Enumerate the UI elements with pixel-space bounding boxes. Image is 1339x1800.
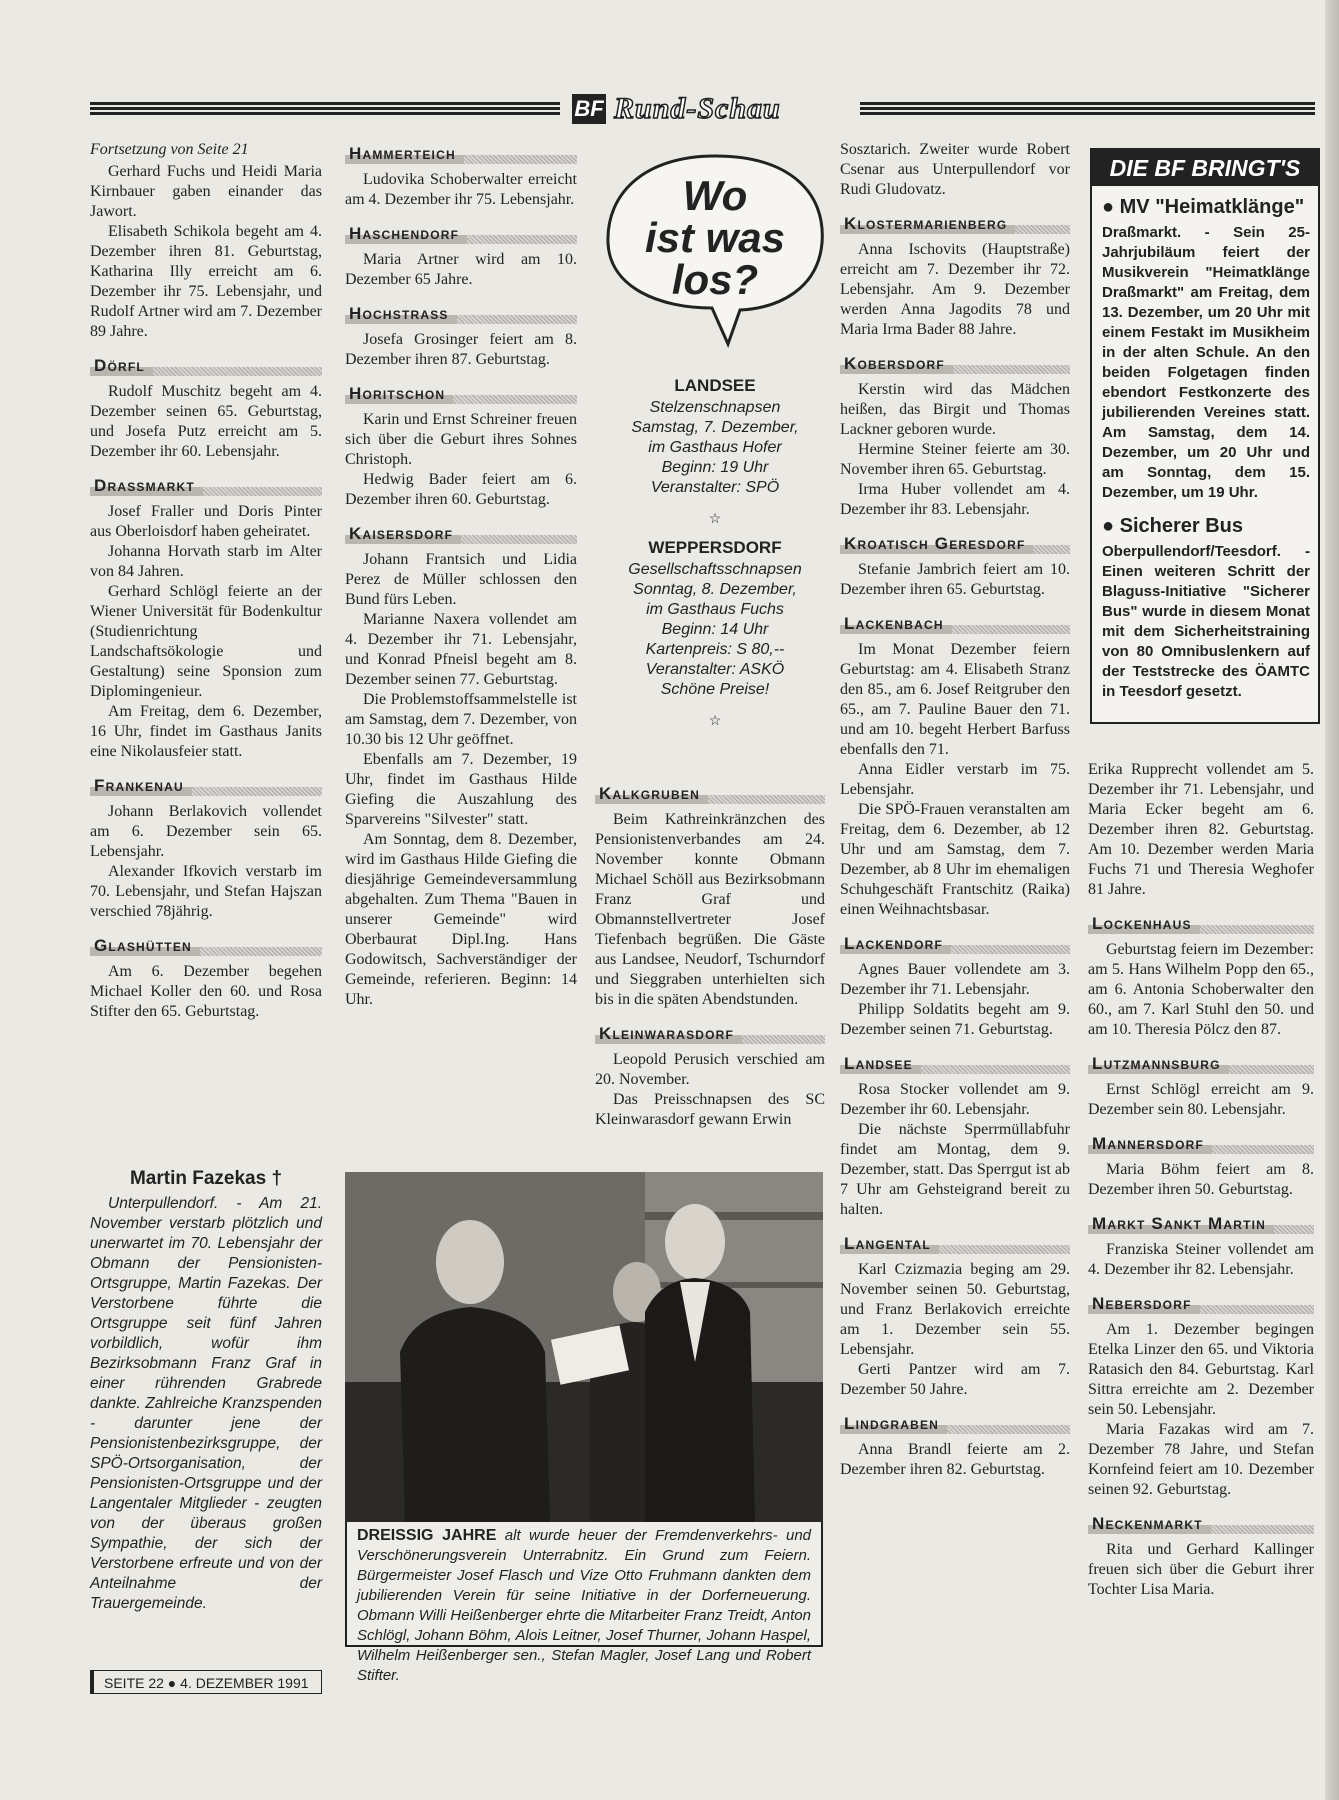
article-paragraph: Im Monat Dezember feiern Geburtstag: am 4. Elisabeth Stranz den 85., am 6. Josef Reitgruber den 65., am 7. Pauline Bauer den 71. und am 10. begeht Herbert Barfuss ebenfalls den 71. [840,641,1070,758]
article-paragraph: Anna Brandl feierte am 2. Dezember ihren 82. Geburtstag. [840,1441,1070,1478]
article-paragraph: Franziska Steiner vollendet am 4. Dezember ihr 82. Lebensjahr. [1088,1241,1314,1278]
article-paragraph: Stefanie Jambrich feiert am 10. Dezember ihren 65. Geburtstag. [840,561,1070,598]
section-logo [572,92,848,126]
article-paragraph: Johann Berlakovich vollendet am 6. Dezember sein 65. Lebensjahr. [90,803,322,860]
box-item-title: ● Sicherer Bus [1102,515,1244,537]
article-paragraph: Agnes Bauer vollendete am 3. Dezember ihr 71. Lebensjahr. [840,961,1070,998]
section-heading [1088,1054,1314,1074]
article-paragraph: Erika Rupprecht vollendet am 5. Dezember ihr 71. Lebensjahr, und Maria Ecker begeht am 6. Dezember ihren 82. Geburtstag. Am 10. Dezember werden Maria Fuchs 71 und Theresia Weghofer 81 Jahre. [1088,761,1314,898]
event-place: WEPPERSDORF [648,538,782,557]
photo-image [345,1172,823,1522]
event-line: im Gasthaus Fuchs [646,601,784,618]
article-paragraph: Ernst Schlögl erreicht am 9. Dezember sein 80. Lebensjahr. [1088,1081,1314,1118]
event-line: Veranstalter: SPÖ [650,479,780,496]
section-heading [840,1414,1070,1434]
article-paragraph: Sosztarich. Zweiter wurde Robert Csenar aus Unterpullendorf vor Rudi Gludovatz. [840,141,1070,198]
section-heading-text: Markt Sankt Martin [1088,1214,1274,1234]
article-paragraph: Karl Czizmazia beging am 29. November seinen 50. Geburtstag, und Franz Berlakovich erreichte am 1. Dezember sein 55. Lebensjahr. [840,1261,1070,1358]
event-line: Sonntag, 8. Dezember, [633,581,797,598]
section-heading [345,224,577,244]
article-paragraph: Karin und Ernst Schreiner freuen sich über die Geburt ihres Sohnes Christoph. [345,411,577,468]
event-line: Veranstalter: ASKÖ [645,661,785,678]
article-paragraph: Die Problemstoffsammelstelle ist am Samstag, dem 7. Dezember, von 10.30 bis 12 Uhr geöffnet. [345,691,577,748]
section-heading-text: Langental [840,1234,939,1254]
article-paragraph: Alexander Ifkovich verstarb im 70. Lebensjahr, und Stefan Hajszan verschied 78jährig. [90,863,322,920]
bf-logo: BF [572,94,606,124]
section-heading-text: Lackendorf [840,934,951,954]
speech-bubble [600,148,830,348]
box-item-body: Draßmarkt. - Sein 25-Jahrjubiläum feiert der Musikverein "Heimatklänge Draßmarkt" am Freitag, dem 13. Dezember, um 20 Uhr mit einem Festakt im Musikheim in der alten Schule. An den beiden Folgetagen finden ebendort Festkonzerte des jubilierenden Vereines statt. Am Samstag, dem 14. Dezember, um 20 Uhr und am Sonntag, dem 15. Dezember, um 19 Uhr. [1102,224,1310,501]
article-paragraph: Maria Fazakas wird am 7. Dezember 78 Jahre, und Stefan Kornfeind feiert am 10. Dezember seinen 92. Geburtstag. [1088,1421,1314,1498]
masthead [90,92,1315,126]
bf-bringts-box [1090,148,1320,724]
section-heading [1088,1514,1314,1534]
photo-unterrabnitz [345,1172,823,1522]
column-2 [345,130,577,1010]
section-heading-text: Kaisersdorf [345,524,461,544]
article-paragraph: Philipp Soldatits begeht am 9. Dezember seinen 71. Geburtstag. [840,1001,1070,1038]
article-paragraph: Rita und Gerhard Kallinger freuen sich über die Geburt ihrer Tochter Lisa Maria. [1088,1541,1314,1598]
section-heading [840,934,1070,954]
section-heading-text: Haschendorf [345,224,467,244]
section-heading-text: Hammerteich [345,144,464,164]
article-paragraph: Josefa Grosinger feiert am 8. Dezember ihren 87. Geburtstag. [345,331,577,368]
masthead-rule-left [90,102,560,116]
column-1-sections [90,356,322,1022]
section-heading [345,384,577,404]
page-binding-edge [1325,0,1339,1800]
article-paragraph: Josef Fraller und Doris Pinter aus Oberloisdorf haben geheiratet. [90,503,322,540]
section-heading-text: Frankenau [90,776,192,796]
section-heading [840,1234,1070,1254]
section-heading [840,354,1070,374]
event-line: Beginn: 19 Uhr [661,459,769,476]
section-heading [840,214,1070,234]
article-paragraph: Gerhard Fuchs und Heidi Maria Kirnbauer gaben einander das Jawort. [90,163,322,220]
obituary-text: Unterpullendorf. - Am 21. November verstarb plötzlich und unerwartet im 70. Lebensjahr der Obmann der Pensionisten-Ortsgruppe, Martin Fazekas. Der Verstorbene führte die Ortsgruppe seit fünf Jahren vorbildlich, wofür ihm Bezirksobmann Franz Graf in einer rührenden Grabrede dankte. Zahlreiche Kranzspenden - darunter jene der Pensionistenbezirksgruppe, der SPÖ-Ortsorganisation, der Pensionisten-Ortsgruppe und der Langentaler Mitglieder - zeugten von der überaus großen Sympathie, der sich der Verstorbene erfreute und von der Anteilnahme der Trauergemeinde. [90,1195,322,1612]
continuation-note: Fortsetzung von Seite 21 [90,141,249,158]
section-heading [595,784,825,804]
section-heading [840,614,1070,634]
section-heading-text: Glashütten [90,936,200,956]
column-3-sections [595,770,825,1130]
section-heading-text: Dörfl [90,356,153,376]
article-paragraph: Ebenfalls am 7. Dezember, 19 Uhr, findet im Gasthaus Hilde Giefing die Auszahlung des Sparvereins "Silvester" statt. [345,751,577,828]
article-paragraph: Am 1. Dezember begingen Etelka Linzer den 65. und Viktoria Ratasich den 84. Geburtstag. Karl Sittra erreichte am 2. Dezember sein 50. Lebensjahr. [1088,1321,1314,1418]
article-paragraph: Beim Kathreinkränzchen des Pensionistenverbandes am 24. November konnte Obmann Michael Schöll aus Bezirksobmann Franz Graf und Obmannstellvertreter Josef Tiefenbach begrüßen. Die Gäste aus Landsee, Neudorf, Tschurndorf und Sieggraben unterhielten sich bis in die späten Abendstunden. [595,811,825,1008]
caption-text: alt wurde heuer der Fremdenverkehrs- und Verschönerungsverein Unterrabnitz. Ein Grund zum Feiern. Bürgermeister Josef Flasch und Vize Otto Fruhmann dankten dem jubilierenden Verein für seine Initiative in der Dorferneuerung. Obmann Willi Heißenberger ehrte die Mitarbeiter Franz Treidt, Anton Schlögl, Johann Böhm, Alois Leitner, Josef Thurner, Johann Haspel, Wilhelm Heißenberger sen., Stefan Magler, Josef Lang und Robert Stifter. [357,1527,812,1684]
event-landsee [600,376,830,740]
event-place: LANDSEE [674,376,756,395]
article-paragraph: Johanna Horvath starb im Alter von 84 Jahren. [90,543,322,580]
article-paragraph: Ludovika Schoberwalter erreicht am 4. Dezember ihr 75. Lebensjahr. [345,171,577,208]
article-paragraph: Am Freitag, dem 6. Dezember, 16 Uhr, findet im Gasthaus Janits eine Nikolausfeier statt. [90,703,322,760]
event-line: Schöne Preise! [660,681,770,698]
box-heading: DIE BF BRINGT'S [1092,150,1318,186]
event-line: Kartenpreis: S 80,-- [645,641,785,658]
article-paragraph: Anna Eidler verstarb im 75. Lebensjahr. [840,761,1070,798]
event-line: Beginn: 14 Uhr [661,621,769,638]
star-icon: ☆ [708,712,722,728]
article-paragraph: Gerhard Schlögl feierte an der Wiener Universität für Bodenkultur (Studienrichtung Landschaftsökologie und Gestaltung) seine Sponsion zum Diplomingenieur. [90,583,322,700]
column-5 [1088,760,1314,1600]
section-heading-text: Lackenbach [840,614,952,634]
section-heading [90,936,322,956]
event-line: Stelzenschnapsen [649,399,781,416]
section-heading-text: Mannersdorf [1088,1134,1212,1154]
article-paragraph: Rosa Stocker vollendet am 9. Dezember ihr 60. Lebensjahr. [840,1081,1070,1118]
section-heading-text: Hochstrass [345,304,457,324]
article-paragraph: Hermine Steiner feierte am 30. November ihren 65. Geburtstag. [840,441,1070,478]
section-heading-text: Drassmarkt [90,476,203,496]
article-paragraph: Am Sonntag, dem 8. Dezember, wird im Gasthaus Hilde Giefing die diesjährige Gemeindeversammlung abgehalten. Zum Thema "Bauen in unserer Gemeinde" wird Oberbaurat Dipl.Ing. Hans Godowitsch, Sachverständiger der Gemeinde, referieren. Beginn: 14 Uhr. [345,831,577,1008]
bubble-line-3: los? [671,256,759,303]
photo-caption [345,1522,823,1684]
article-paragraph: Die SPÖ-Frauen veranstalten am Freitag, dem 6. Dezember, ab 12 Uhr und am Samstag, dem 7. Dezember, ab 8 Uhr im ehemaligen Schuhgeschäft Frantschitz (Raika) einen Weihnachtsbasar. [840,801,1070,918]
article-paragraph: Maria Artner wird am 10. Dezember 65 Jahre. [345,251,577,288]
column-1 [90,140,322,1022]
section-heading [345,144,577,164]
article-paragraph: Kerstin wird das Mädchen heißen, das Birgit und Thomas Lackner geboren wurde. [840,381,1070,438]
masthead-rule-right [860,102,1315,116]
bubble-line-1: Wo [682,172,748,219]
event-line: Samstag, 7. Dezember, [631,419,799,436]
article-paragraph: Leopold Perusich verschied am 20. November. [595,1051,825,1088]
section-heading-text: Kroatisch Geresdorf [840,534,1033,554]
caption-lead: DREISSIG JAHRE [357,1527,497,1544]
section-heading-text: Landsee [840,1054,921,1074]
event-line: Gesellschaftsschnapsen [628,561,802,578]
article-paragraph: Anna Ischovits (Hauptstraße) erreicht am 7. Dezember ihr 72. Lebensjahr. Am 9. Dezember werden Anna Jagodits 78 und Maria Irma Bader 88 Jahre. [840,241,1070,338]
article-paragraph: Am 6. Dezember begehen Michael Koller den 60. und Rosa Stifter den 65. Geburtstag. [90,963,322,1020]
article-paragraph: Elisabeth Schikola begeht am 4. Dezember ihren 81. Geburtstag, Katharina Illy erreicht am 6. Dezember ihr 75. Lebensjahr, und Rudolf Artner wird am 7. Dezember 89 Jahre. [90,223,322,340]
section-heading [840,534,1070,554]
section-heading [595,1024,825,1044]
section-heading [345,524,577,544]
box-item-title: ● MV "Heimatklänge" [1102,196,1305,218]
column-4 [840,140,1070,1480]
page-footer: SEITE 22 ● 4. DEZEMBER 1991 [90,1670,322,1694]
article-paragraph: Maria Böhm feiert am 8. Dezember ihren 50. Geburtstag. [1088,1161,1314,1198]
article-paragraph: Rudolf Muschitz begeht am 4. Dezember seinen 65. Geburtstag, und Josefa Putz erreicht am 5. Dezember ihr 60. Lebensjahr. [90,383,322,460]
star-icon: ☆ [708,510,722,526]
bubble-line-2: ist was [644,214,786,261]
article-paragraph: Johann Frantsich und Lidia Perez de Müller schlossen den Bund fürs Leben. [345,551,577,608]
article-paragraph: Marianne Naxera vollendet am 4. Dezember ihr 71. Lebensjahr, und Konrad Pfneisl begeht am 8. Dezember seinen 77. Geburtstag. [345,611,577,688]
article-paragraph: Hedwig Bader feiert am 6. Dezember ihren 60. Geburtstag. [345,471,577,508]
obituary [90,1168,322,1614]
section-heading-text: Neckenmarkt [1088,1514,1211,1534]
section-heading-text: Lockenhaus [1088,914,1200,934]
box-item-body: Oberpullendorf/Teesdorf. - Einen weiteren Schritt der Blaguss-Initiative "Sicherer Bus" wurde in diesem Monat mit dem Sicherheitstraining von 80 Omnibuslenkern auf der Teststrecke des ÖAMTC in Teesdorf gesetzt. [1102,543,1310,700]
section-heading [90,356,322,376]
section-heading [1088,1214,1314,1234]
section-heading-text: Klostermarienberg [840,214,1015,234]
section-title: Rund-Schau [614,92,781,125]
section-heading [90,776,322,796]
article-paragraph: Das Preisschnapsen des SC Kleinwarasdorf gewann Erwin [595,1091,825,1128]
section-heading [1088,914,1314,934]
article-paragraph: Geburtstag feiern im Dezember: am 5. Hans Wilhelm Popp den 65., am 6. Antonia Schoberwalter den 60., am 7. Karl Stuhl den 50. und am 10. Theresia Pölcz den 87. [1088,941,1314,1038]
event-line: im Gasthaus Hofer [648,439,782,456]
section-heading-text: Kleinwarasdorf [595,1024,742,1044]
section-heading-text: Nebersdorf [1088,1294,1200,1314]
section-heading [1088,1134,1314,1154]
obituary-title: Martin Fazekas † [129,1168,283,1189]
section-heading-text: Kalkgruben [595,784,708,804]
section-heading-text: Lindgraben [840,1414,947,1434]
section-heading [840,1054,1070,1074]
article-paragraph: Die nächste Sperrmüllabfuhr findet am Montag, dem 9. Dezember, statt. Das Sperrgut ist ab 7 Uhr am Gehsteigrand bereit zu halten. [840,1121,1070,1218]
section-heading-text: Kobersdorf [840,354,953,374]
section-heading [345,304,577,324]
section-heading [90,476,322,496]
section-heading-text: Horitschon [345,384,453,404]
section-heading [1088,1294,1314,1314]
article-paragraph: Irma Huber vollendet am 4. Dezember ihr 83. Lebensjahr. [840,481,1070,518]
section-heading-text: Lutzmannsburg [1088,1054,1229,1074]
article-paragraph: Gerti Pantzer wird am 7. Dezember 50 Jahre. [840,1361,1070,1398]
